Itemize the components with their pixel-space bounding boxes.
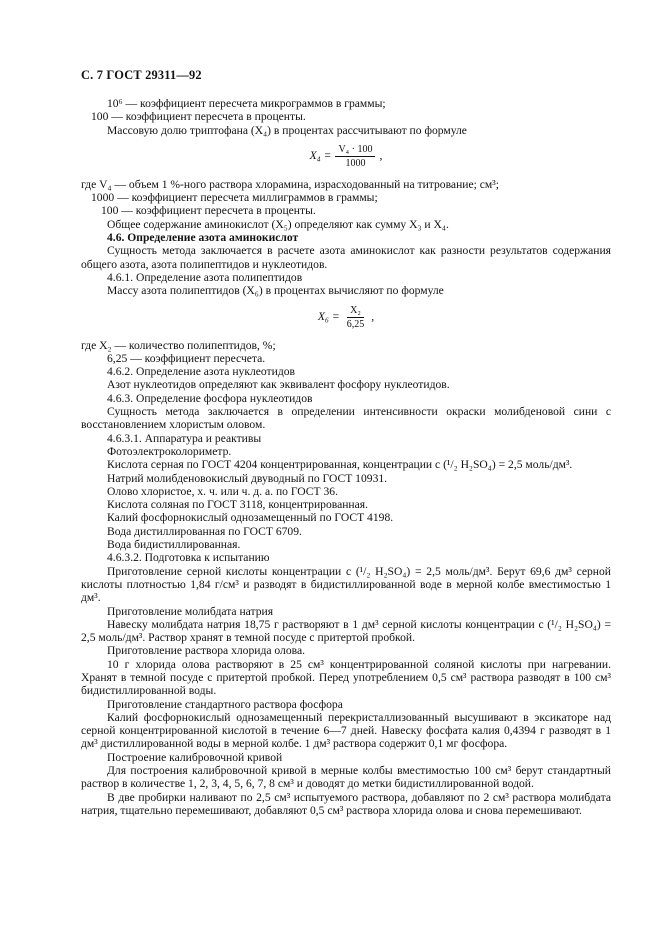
text-line: Кислота серная по ГОСТ 4204 концентрированная, концентрации c (¹/₂ H₂SO₄) = 2,5 моль/дм³. bbox=[107, 458, 573, 472]
formula-tail: , bbox=[371, 310, 375, 324]
paragraph: Калий фосфорнокислый однозамещенный перекристаллизованный высушивают в эксикаторе над серной концентрированной кислотой в течение 6—7 дней. Навеску фосфата калия 0,4394 г разводят в 1 дм³ дистиллированной воды в мерной колбе. 1 дм³ раствора содержит 0,1 мг фосфора. bbox=[81, 710, 611, 751]
formula-numerator: X₂ bbox=[347, 305, 364, 318]
paragraph: 10 г хлорида олова растворяют в 25 см³ концентрированной соляной кислоты при нагревании. Хранят в темной посуде с притертой пробкой. Перед употреблением 0,5 см³ раствора разводят в 100 см³ бидистиллированной воды. bbox=[81, 657, 611, 698]
formula-fraction bbox=[344, 305, 368, 330]
subheading: Приготовление раствора хлорида олова. bbox=[107, 644, 306, 658]
paragraph: Сущность метода заключается в расчете азота аминокислот как разности результатов содержания общего азота, азота полипептидов и нуклеотидов. bbox=[81, 244, 611, 271]
text-line: Массу азота полипептидов (X₆) в процентах вычисляют по формуле bbox=[107, 284, 444, 298]
text-line: 100 — коэффициент пересчета в проценты. bbox=[101, 204, 316, 218]
section-heading: 4.6. Определение азота аминокислот bbox=[107, 231, 299, 245]
text-line: 6,25 — коэффициент пересчета. bbox=[107, 351, 266, 365]
subsection-heading: 4.6.2. Определение азота нуклеотидов bbox=[107, 365, 295, 379]
subsection-heading: 4.6.3.1. Аппаратура и реактивы bbox=[107, 431, 262, 445]
text-line: Вода дистиллированная по ГОСТ 6709. bbox=[107, 524, 302, 538]
formula-x6 bbox=[81, 305, 611, 330]
subsection-heading: 4.6.3.2. Подготовка к испытанию bbox=[107, 551, 270, 565]
subsection-heading: 4.6.1. Определение азота полипептидов bbox=[107, 270, 303, 284]
formula-x4 bbox=[81, 144, 611, 169]
subheading: Приготовление стандартного раствора фосфора bbox=[107, 697, 343, 711]
text-line: 1000 — коэффициент пересчета миллиграммов в граммы; bbox=[91, 191, 378, 205]
paragraph: Для построения калибровочной кривой в мерные колбы вместимостью 100 см³ берут стандартный раствор в количестве 1, 2, 3, 4, 5, 6, 7, 8 см³ и доводят до метки бидистиллированной водой. bbox=[81, 764, 611, 791]
text-line: Фотоэлектроколориметр. bbox=[107, 444, 232, 458]
subheading: Приготовление молибдата натрия bbox=[107, 604, 274, 618]
text-line: 100 — коэффициент пересчета в проценты. bbox=[91, 110, 306, 124]
text-line: где X₂ — количество полипептидов, %; bbox=[81, 338, 276, 352]
paragraph: В две пробирки наливают по 2,5 см³ испытуемого раствора, добавляют по 2 см³ раствора молибдата натрия, тщательно перемешивают, добавляют 0,5 см³ раствора хлорида олова и снова перемешивают. bbox=[81, 790, 611, 817]
text-line: где V₄ — объем 1 %-ного раствора хлорамина, израсходованный на титрование; см³; bbox=[81, 177, 499, 191]
subsection-heading: 4.6.3. Определение фосфора нуклеотидов bbox=[107, 391, 313, 405]
text-line: 10⁶ — коэффициент пересчета микрограммов в граммы; bbox=[107, 97, 386, 110]
subheading: Построение калибровочной кривой bbox=[107, 750, 283, 764]
page-header: С. 7 ГОСТ 29311—92 bbox=[81, 68, 202, 82]
formula-lhs: X₄ = bbox=[309, 149, 332, 163]
formula-denominator: 1000 bbox=[345, 157, 366, 169]
text-line: Кислота соляная по ГОСТ 3118, концентрированная. bbox=[107, 498, 369, 512]
text-line: Азот нуклеотидов определяют как эквивалент фосфору нуклеотидов. bbox=[107, 378, 450, 392]
formula-fraction bbox=[335, 144, 375, 169]
paragraph: Навеску молибдата натрия 18,75 г растворяют в 1 дм³ серной кислоты концентрации c (¹/₂ H₂SO₄) = 2,5 моль/дм³. Раствор хранят в темной посуде с притертой пробкой. bbox=[81, 617, 611, 645]
text-line: Натрий молибденовокислый двуводный по ГОСТ 10931. bbox=[107, 471, 388, 485]
formula-lhs: X₆ = bbox=[317, 310, 340, 324]
text-line: Калий фосфорнокислый однозамещенный по ГОСТ 4198. bbox=[107, 511, 394, 525]
formula-numerator: V₄ · 100 bbox=[335, 144, 375, 157]
formula-denominator: 6,25 bbox=[346, 318, 365, 330]
text-line: Массовую долю триптофана (X₄) в процентах рассчитывают по формуле bbox=[107, 123, 467, 137]
text-line: Общее содержание аминокислот (X₅) определяют как сумму X₃ и X₄. bbox=[107, 217, 449, 231]
text-line: Олово хлористое, х. ч. или ч. д. а. по ГОСТ 36. bbox=[107, 484, 338, 498]
document-body bbox=[81, 97, 611, 817]
text-line: Вода бидистиллированная. bbox=[107, 538, 241, 552]
formula-tail: , bbox=[379, 149, 383, 163]
paragraph: Сущность метода заключается в определении интенсивности окраски молибденовой сини с восстановлением хлористым оловом. bbox=[81, 405, 611, 432]
paragraph: Приготовление серной кислоты концентрации c (¹/₂ H₂SO₄) = 2,5 моль/дм³. Берут 69,6 дм³ серной кислоты плотностью 1,84 г/см³ и разводят в бидистиллированной воде в мерной колбе вместимостью 1 дм³. bbox=[81, 564, 611, 605]
